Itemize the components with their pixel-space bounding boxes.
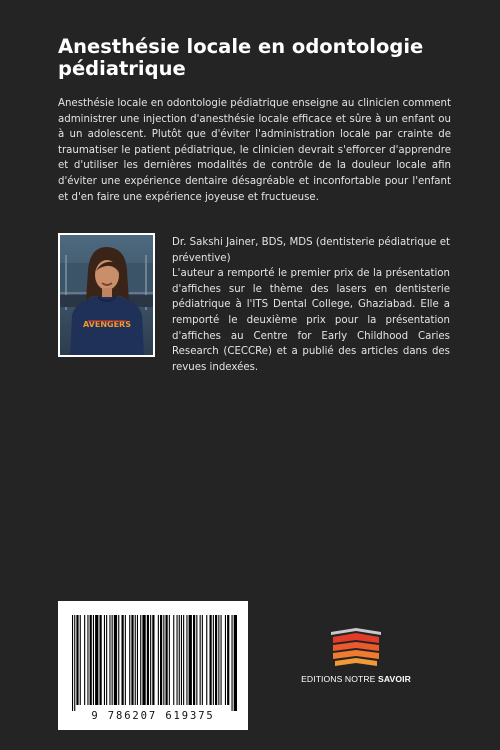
barcode-bar xyxy=(150,615,151,705)
barcode-bar xyxy=(137,615,138,705)
barcode-bar xyxy=(142,615,145,705)
book-blurb: Anesthésie locale en odontologie pédiatrique enseigne au clinicien comment administrer une injection d'anesthésie locale efficace et sûre à un enfant ou à un adolescent. Plutôt que d'éviter l'administration locale par crainte de traumatiser le patient pédiatrique, le clinicien devrait s'efforcer d'apprendre et d'utiliser les dernières modalités de contrôle de la douleur locale afin d'éviter une expérience dentaire désagréable et inconfortable pour l'enfant et d'en faire une expérience joyeuse et fructueuse. xyxy=(58,98,451,203)
barcode-bar xyxy=(193,615,195,705)
barcode-bar xyxy=(122,615,124,705)
barcode-bar xyxy=(227,615,229,705)
barcode-bar xyxy=(112,615,113,705)
barcode-bar xyxy=(135,615,136,705)
barcode-bar xyxy=(147,615,149,705)
barcode-bar xyxy=(84,615,85,705)
barcode-bar xyxy=(129,615,130,705)
barcode-bar xyxy=(100,615,102,705)
barcode-bar xyxy=(166,615,168,705)
barcode-bar xyxy=(109,615,110,705)
barcode-bar xyxy=(163,615,164,705)
book-stack-icon xyxy=(329,628,383,668)
barcode-bar xyxy=(196,615,197,705)
barcode-bar xyxy=(158,615,159,705)
barcode-bars xyxy=(58,601,248,713)
barcode-bar xyxy=(169,615,170,705)
barcode-bar xyxy=(221,615,222,705)
barcode-bar xyxy=(234,615,237,711)
barcode-bar xyxy=(93,615,94,705)
barcode-bar xyxy=(179,615,180,705)
barcode-bar xyxy=(202,615,203,705)
barcode-bar xyxy=(106,615,107,705)
author-photo xyxy=(58,233,155,357)
author-bio-block xyxy=(172,235,450,375)
barcode-bar xyxy=(95,615,98,705)
barcode-bar xyxy=(232,615,233,711)
shirt-print: AVENGERS xyxy=(83,320,131,329)
barcode-bar xyxy=(225,615,226,705)
barcode-bar xyxy=(177,615,178,705)
barcode-bar xyxy=(213,615,214,705)
barcode-bar xyxy=(218,615,219,705)
barcode-bar xyxy=(72,615,73,711)
barcode-bar xyxy=(206,615,207,705)
barcode-bar xyxy=(90,615,92,705)
isbn-digits: 9 786207 619375 xyxy=(91,710,215,722)
barcode-bar xyxy=(189,615,192,705)
barcode-bar xyxy=(140,615,141,705)
barcode-bar xyxy=(186,615,187,705)
barcode-bar xyxy=(125,615,126,705)
barcode-bar xyxy=(87,615,88,705)
author-credentials: Dr. Sakshi Jainer, BDS, MDS (dentisterie pédiatrique et préventive) xyxy=(172,237,450,264)
barcode-bar xyxy=(173,615,174,705)
publisher-logo xyxy=(296,628,416,688)
author-bio: L'auteur a remporté le premier prix de la présentation d'affiches sur le thème des lasers en dentisterie pédiatrique à l'ITS Dental College, Ghaziabad. Elle a remporté le deuxième prix pour la présentation d'affiches au Centre for Early Childhood Caries Research (CECCRe) et a publié des articles dans des revues indexées. xyxy=(172,268,450,373)
isbn-barcode xyxy=(58,601,248,730)
barcode-bar xyxy=(152,615,154,705)
barcode-bar xyxy=(118,615,119,705)
barcode-bar xyxy=(183,615,184,705)
barcode-bar xyxy=(181,615,182,705)
barcode-bar xyxy=(76,615,78,705)
barcode-bar xyxy=(104,615,105,705)
barcode-bar xyxy=(80,615,81,705)
barcode-bar xyxy=(114,615,117,705)
publisher-name: EDITIONS NOTRE SAVOIR xyxy=(301,674,411,684)
barcode-bar xyxy=(131,615,133,705)
barcode-bar xyxy=(74,615,75,711)
barcode-bar xyxy=(210,615,212,705)
book-title: Anesthésie locale en odontologie pédiatrique xyxy=(58,35,424,80)
barcode-bar xyxy=(160,615,162,705)
barcode-bar xyxy=(215,615,217,705)
barcode-bar xyxy=(200,615,201,705)
